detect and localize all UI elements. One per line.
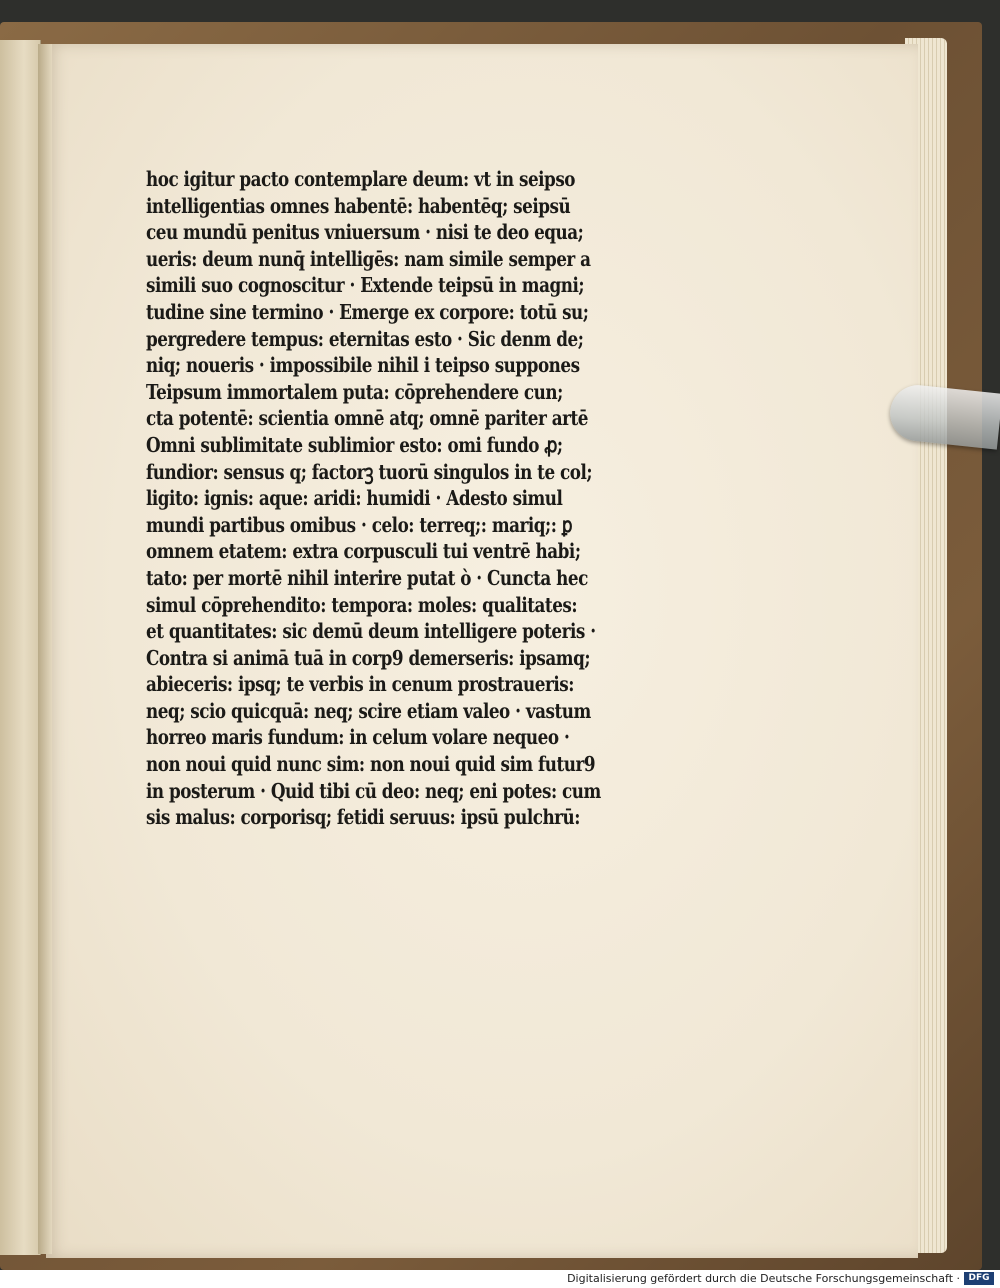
printed-text-block <box>146 166 686 831</box>
page-gutter <box>38 44 52 1254</box>
text-line: tudine sine termino · Emerge ex corpore: totū su; <box>146 299 589 324</box>
text-line: Teipsum immortalem puta: cōprehendere cun; <box>146 379 563 404</box>
text-line: cta potentē: scientia omnē atq; omnē pariter artē <box>146 406 588 431</box>
dfg-logo: DFG <box>964 1272 994 1285</box>
text-line: fundior: sensus q; factorꝫ tuorū singulos in te col; <box>146 459 593 484</box>
text-line: Omni sublimitate sublimior esto: omi fundo ꝓ; <box>146 432 563 457</box>
text-line: in posterum · Quid tibi cū deo: neq; eni potes: cum <box>146 778 601 803</box>
text-line: non noui quid nunc sim: non noui quid sim futur9 <box>146 752 596 777</box>
text-line: horreo maris fundum: in celum volare nequeo · <box>146 725 570 750</box>
text-line: Contra si animā tuā in corp9 demerseris: ipsamq; <box>146 645 591 670</box>
text-line: mundi partibus omibus · celo: terreq;: mariq;: ꝑ <box>146 512 573 537</box>
text-line: hoc igitur pacto contemplare deum: vt in seipso <box>146 167 576 191</box>
left-page-edge <box>0 40 41 1255</box>
text-line: simul cōprehendito: tempora: moles: qualitates: <box>146 592 578 617</box>
text-line: ueris: deum nunq̄ intelligēs: nam simile semper a <box>146 246 591 271</box>
text-line: sis malus: corporisq; fetidi seruus: ipsū pulchrū: <box>146 805 580 830</box>
text-line: tato: per mortē nihil interire putat ò · Cuncta hec <box>146 565 588 590</box>
text-line: omnem etatem: extra corpusculi tui ventrē habi; <box>146 539 581 564</box>
text-line: abieceris: ipsq; te verbis in cenum prostraueris: <box>146 672 574 697</box>
text-line: intelligentias omnes habentē: habentēq; seipsū <box>146 193 571 218</box>
text-line: niq; noueris · impossibile nihil i teipso suppones <box>146 353 580 378</box>
digitization-credit: Digitalisierung gefördert durch die Deutsche Forschungsgemeinschaft · <box>567 1272 960 1285</box>
text-line: pergredere tempus: eternitas esto · Sic denm de; <box>146 326 584 351</box>
text-line: ligito: ignis: aque: aridi: humidi · Adesto simul <box>146 486 563 511</box>
text-line: neq; scio quicquā: neq; scire etiam valeo · vastum <box>146 698 591 723</box>
text-line: et quantitates: sic demū deum intelligere poteris · <box>146 619 596 644</box>
text-line: simili suo cognoscitur · Extende teipsū in magni; <box>146 273 585 298</box>
text-line: ceu mundū penitus vniuersum · nisi te deo equa; <box>146 220 584 245</box>
